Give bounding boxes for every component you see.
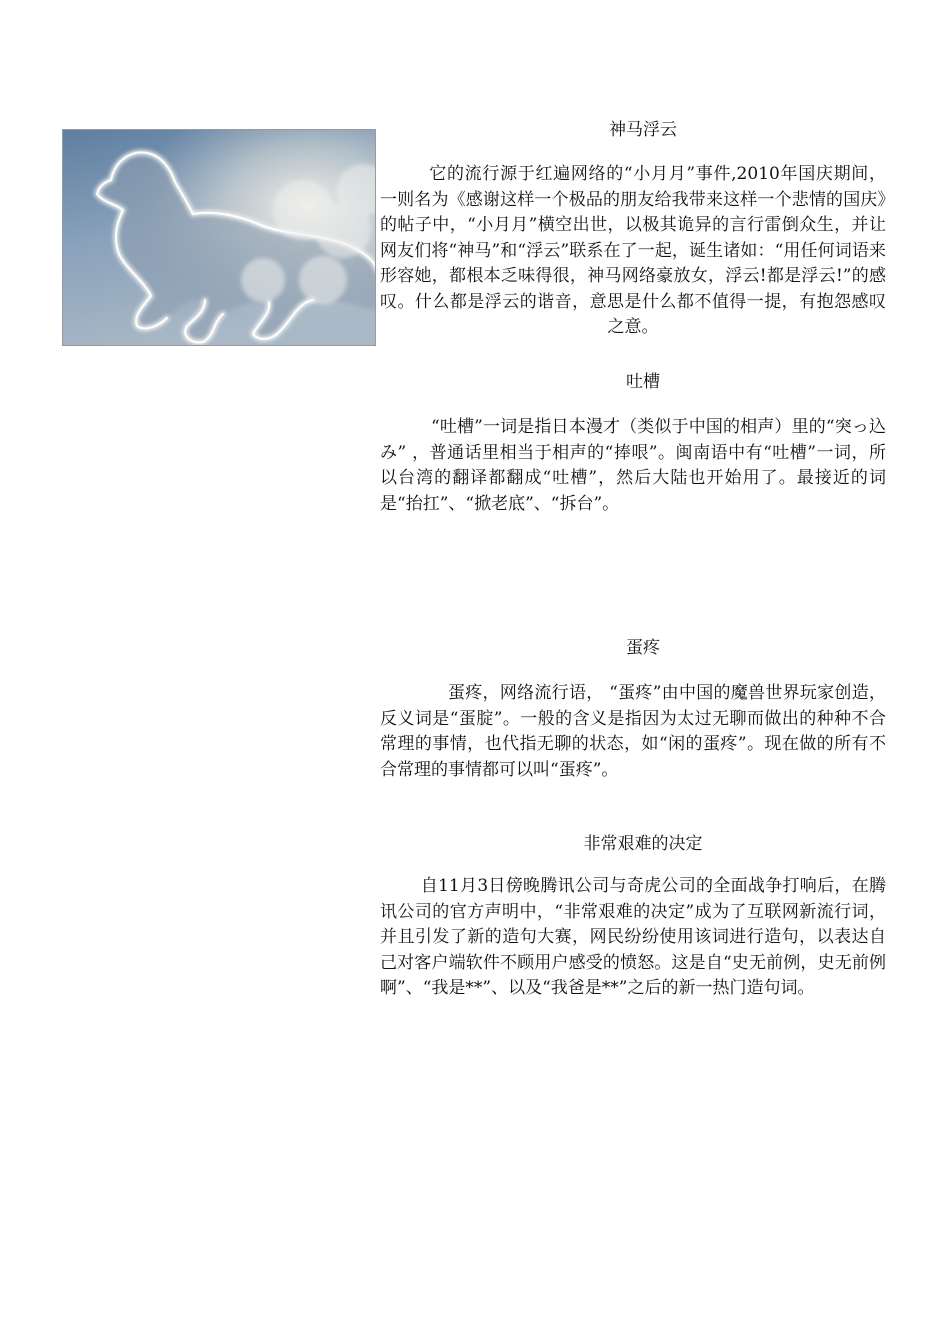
horse-cloud-photo [62, 129, 376, 346]
section-body-danteng [380, 681, 886, 783]
paragraph-text: “吐槽”一词是指日本漫才（类似于中国的相声）里的“突っ込み” ，普通话里相当于相声的“捧哏”。闽南语中有“吐槽”一词，所以台湾的翻译都翻成“吐槽”，然后大陆也开始用了。最接近的词是“抬扛”、“掀老底”、“拆台”。 [380, 417, 886, 514]
section-title-shenma-fuyun: 神马浮云 [609, 120, 677, 140]
section-title-feichang-jiannan: 非常艰难的决定 [583, 834, 703, 854]
section-body-feichang-jiannan [380, 874, 886, 1002]
paragraph-text: 自11月3日傍晚腾讯公司与奇虎公司的全面战争打响后，在腾讯公司的官方声明中，“非常艰难的决定”成为了互联网新流行词，并且引发了新的造句大赛，网民纷纷使用该词进行造句，以表达自己对客户端软件不顾用户感受的愤怒。这是自“史无前例，史无前例啊”、“我是**”、以及“我爸是**”之后的新一热门造句词。 [380, 876, 886, 998]
section-body-shenma-fuyun [380, 162, 886, 341]
section-title-tucao: 吐槽 [626, 372, 660, 392]
section-title-danteng: 蛋疼 [626, 638, 660, 658]
paragraph-text: 它的流行源于红遍网络的“小月月”事件,2010年国庆期间，一则名为《感谢这样一个极品的朋友给我带来这样一个悲情的国庆》的帖子中，“小月月”横空出世，以极其诡异的言行雷倒众生，并让网友们将“神马”和“浮云”联系在了一起，诞生诸如：“用任何词语来形容她，都根本乏味得很，神马网络豪放女，浮云!都是浮云!”的感叹。什么都是浮云的谐音，意思是什么都不值得一提，有抱怨感叹之意。 [380, 164, 886, 337]
paragraph-text: 蛋疼，网络流行语， “蛋疼”由中国的魔兽世界玩家创造，反义词是“蛋腚”。一般的含义是指因为太过无聊而做出的种种不合常理的事情，也代指无聊的状态，如“闲的蛋疼”。现在做的所有不合常理的事情都可以叫“蛋疼”。 [380, 683, 886, 780]
section-body-tucao [380, 415, 886, 517]
